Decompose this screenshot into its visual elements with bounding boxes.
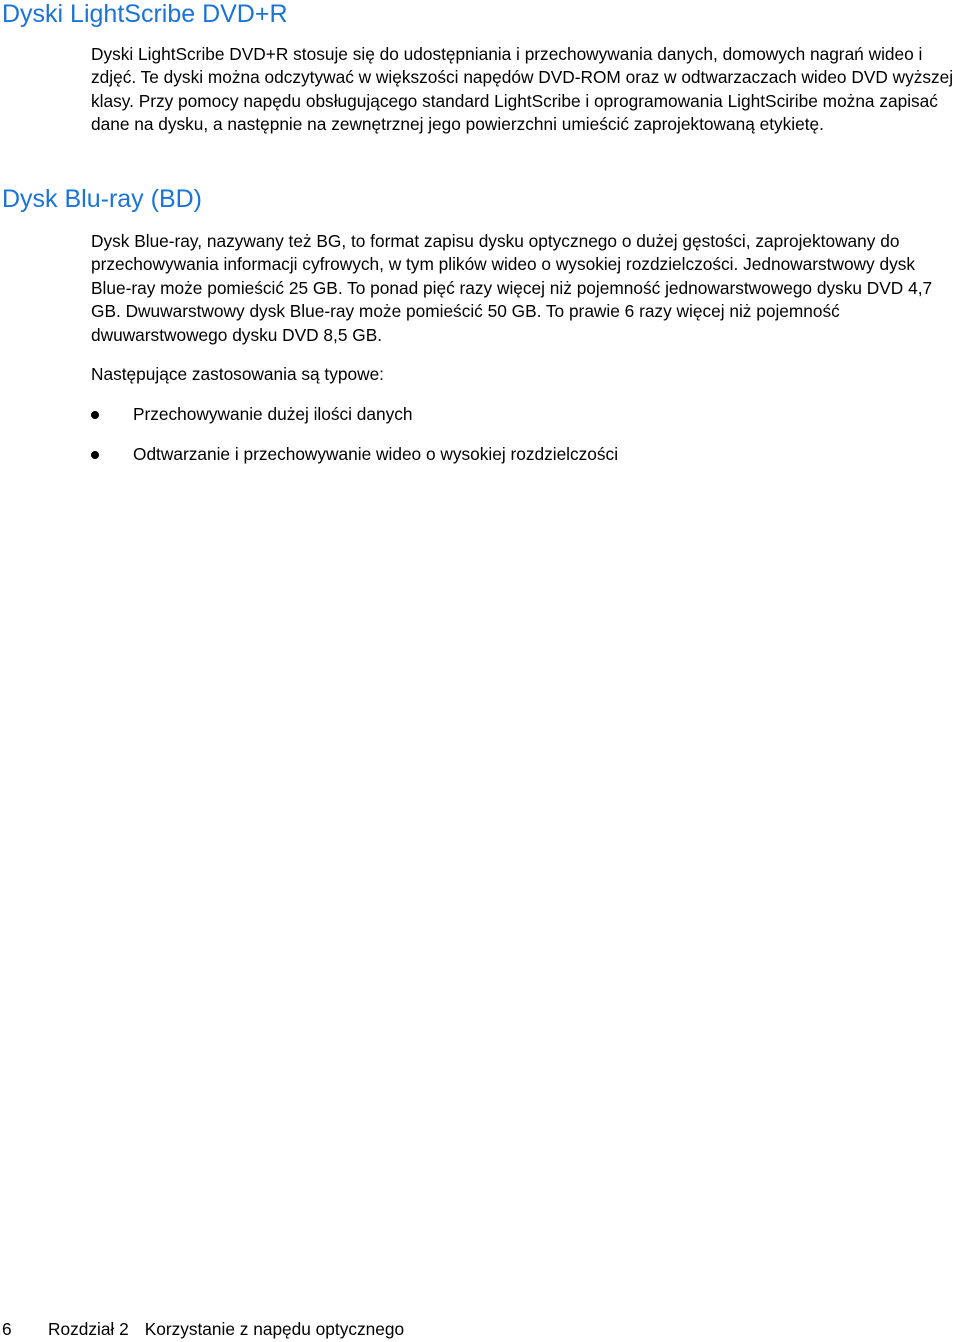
uses-list — [91, 403, 618, 484]
list-item — [91, 403, 618, 426]
page-footer — [2, 1318, 404, 1340]
list-item-text: Odtwarzanie i przechowywanie wideo o wysokiej rozdzielczości — [133, 444, 619, 465]
bullet-icon — [91, 411, 99, 419]
list-item — [91, 443, 618, 466]
page-number: 6 — [2, 1319, 12, 1339]
uses-intro: Następujące zastosowania są typowe: — [91, 364, 384, 384]
bullet-icon — [91, 451, 99, 459]
list-item-text: Przechowywanie dużej ilości danych — [133, 404, 413, 424]
chapter-label: Rozdział 2 — [48, 1319, 129, 1339]
section-heading-bluray: Dysk Blu-ray (BD) — [2, 185, 203, 213]
lightscribe-paragraph: Dyski LightScribe DVD+R stosuje się do udostępniania i przechowywania danych, domowych nagrań wideo i zdjęć. Te dyski można odczytywać w większości napędów DVD-ROM oraz w odtwarzaczach wideo DVD wyższej klasy. Przy pomocy napędu obsługującego standard LightScribe i oprogramowania LightSciribe można zapisać dane na dysku, a następnie na zewnętrznej jego powierzchni umieścić zaprojektowaną etykietę. — [91, 44, 954, 135]
bluray-paragraph: Dysk Blue-ray, nazywany też BG, to format zapisu dysku optycznego o dużej gęstości, zaprojektowany do przechowywania informacji cyfrowych, w tym plików wideo o wysokiej rozdzielczości. Jednowarstwowy dysk Blue-ray może pomieścić 25 GB. To ponad pięć razy więcej niż pojemność jednowarstwowego dysku DVD 4,7 GB. Dwuwarstwowy dysk Blue-ray może pomieścić 50 GB. To prawie 6 razy więcej niż pojemność dwuwarstwowego dysku DVD 8,5 GB. — [91, 231, 933, 345]
chapter-title: Korzystanie z napędu optycznego — [144, 1319, 405, 1339]
section-heading-lightscribe: Dyski LightScribe DVD+R — [2, 0, 288, 28]
